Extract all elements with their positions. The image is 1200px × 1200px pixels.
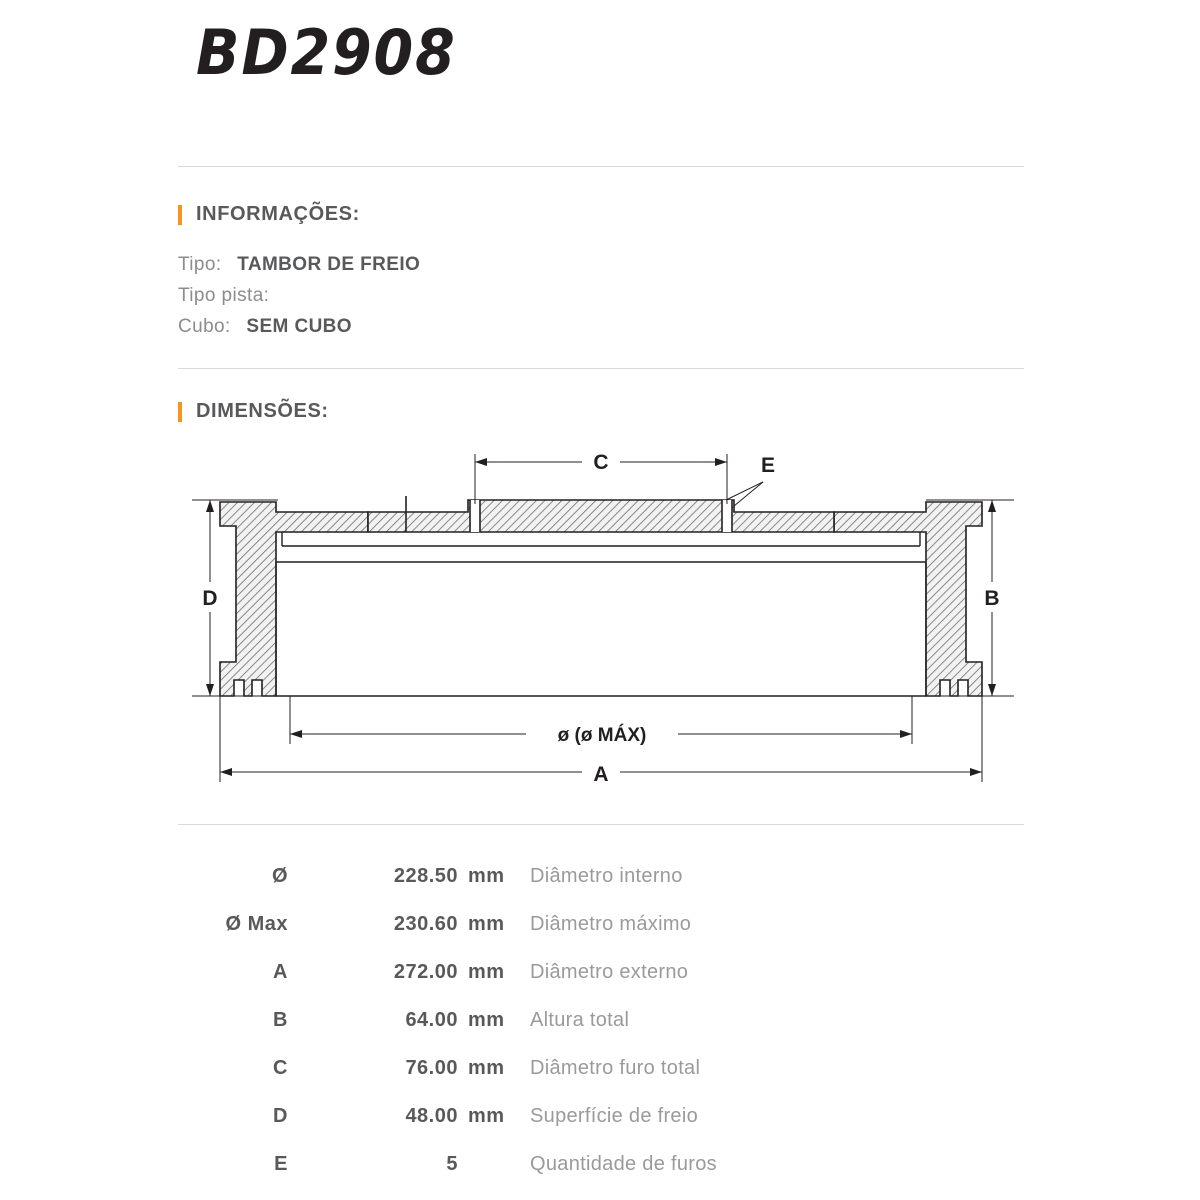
- spec-unit: mm: [468, 865, 505, 887]
- spec-symbol: Ø: [271, 865, 288, 887]
- info-row-tipo: [178, 254, 420, 276]
- spec-symbol: Ø Max: [225, 913, 288, 935]
- spec-symbol: E: [274, 1153, 288, 1175]
- page-title: BD2908: [196, 16, 457, 89]
- spec-unit: mm: [468, 913, 505, 935]
- spec-description: Diâmetro máximo: [530, 913, 692, 935]
- spec-value: 64.00: [405, 1009, 458, 1031]
- section-heading-informacoes-label: INFORMAÇÕES:: [196, 203, 360, 225]
- brake-drum-technical-drawing: [178, 434, 1024, 804]
- spec-unit: mm: [468, 1105, 505, 1127]
- table-row: [178, 948, 1024, 996]
- spec-value: 228.50: [393, 865, 458, 887]
- dim-label-a: A: [593, 763, 609, 786]
- info-value-tipo: TAMBOR DE FREIO: [237, 254, 421, 275]
- spec-unit: mm: [468, 961, 505, 983]
- section-heading-dimensoes-label: DIMENSÕES:: [196, 400, 329, 422]
- divider-top: [178, 166, 1024, 167]
- accent-bar-icon: [178, 402, 182, 422]
- info-row-tipo-pista: [178, 285, 279, 307]
- section-heading-dimensoes: [178, 400, 329, 423]
- dim-label-c: C: [593, 451, 609, 474]
- spec-value: 5: [446, 1153, 458, 1175]
- spec-description: Superfície de freio: [530, 1105, 699, 1127]
- table-row: [178, 1140, 1024, 1188]
- spec-unit: mm: [468, 1009, 505, 1031]
- specifications-table: [178, 852, 1024, 1188]
- spec-symbol: D: [273, 1105, 288, 1127]
- dim-label-diameter-max: ø (ø MÁX): [557, 725, 647, 746]
- dim-label-e: E: [760, 454, 776, 477]
- divider-middle: [178, 368, 1024, 369]
- spec-description: Diâmetro furo total: [530, 1057, 701, 1079]
- section-heading-informacoes: [178, 203, 360, 226]
- info-value-cubo: SEM CUBO: [246, 316, 352, 337]
- spec-description: Diâmetro externo: [530, 961, 689, 983]
- spec-description: Altura total: [530, 1009, 630, 1031]
- dim-label-d: D: [202, 587, 218, 610]
- spec-symbol: A: [273, 961, 288, 983]
- spec-value: 272.00: [393, 961, 458, 983]
- spec-description: Diâmetro interno: [530, 865, 683, 887]
- info-label-cubo: Cubo:: [178, 316, 231, 337]
- info-row-cubo: [178, 316, 352, 338]
- spec-symbol: C: [273, 1057, 288, 1079]
- table-row: [178, 900, 1024, 948]
- table-row: [178, 1092, 1024, 1140]
- spec-value: 48.00: [405, 1105, 458, 1127]
- spec-symbol: B: [273, 1009, 288, 1031]
- info-label-tipo: Tipo:: [178, 254, 222, 275]
- spec-value: 230.60: [393, 913, 458, 935]
- divider-bottom: [178, 824, 1024, 825]
- accent-bar-icon: [178, 205, 182, 225]
- spec-value: 76.00: [405, 1057, 458, 1079]
- dim-label-b: B: [984, 587, 1000, 610]
- table-row: [178, 996, 1024, 1044]
- spec-description: Quantidade de furos: [530, 1153, 717, 1175]
- spec-unit: mm: [468, 1057, 505, 1079]
- info-label-tipo-pista: Tipo pista:: [178, 285, 270, 306]
- table-row: [178, 852, 1024, 900]
- table-row: [178, 1044, 1024, 1092]
